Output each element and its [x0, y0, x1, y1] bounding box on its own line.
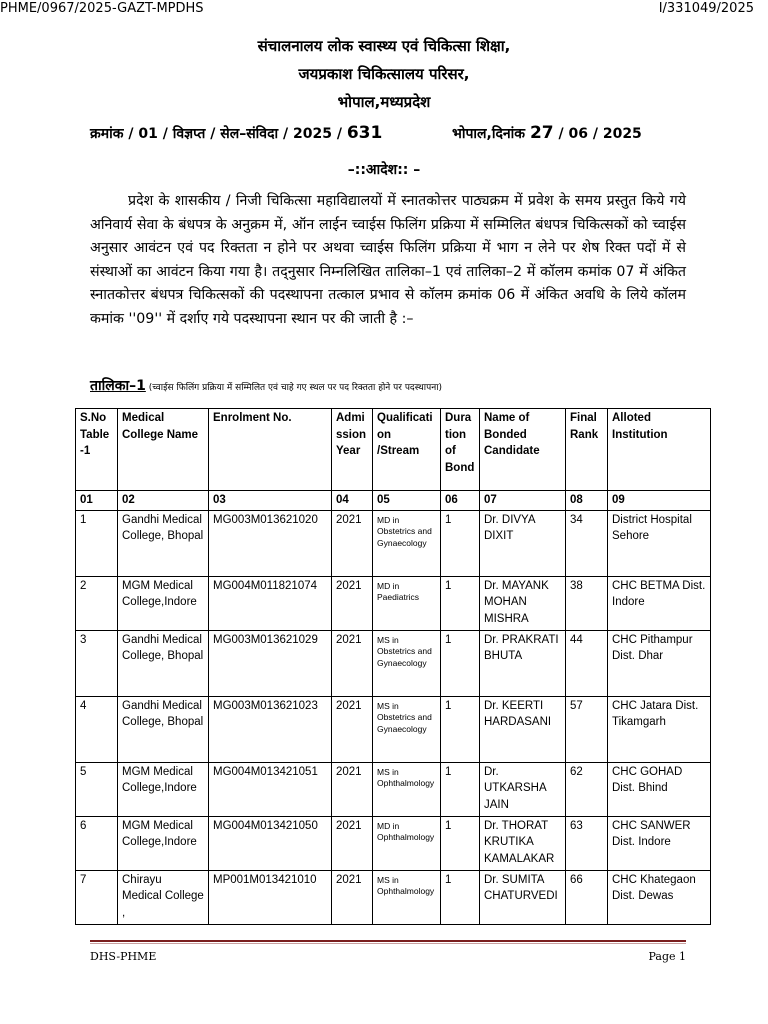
allotment-table	[75, 408, 711, 925]
cell-year: 2021	[332, 576, 373, 630]
table-caption	[90, 376, 710, 395]
cell-qualification: MD in Paediatrics	[373, 576, 441, 630]
reference-prefix: क्रमांक / 01 / विज्ञप्त / सेल–संविदा / 2025 /	[90, 126, 347, 142]
cell-rank: 62	[566, 762, 608, 816]
col-header-duration: Duration of Bond	[441, 409, 480, 491]
table-header-row	[76, 409, 711, 491]
cell-sno: 7	[76, 870, 118, 924]
order-paragraph: प्रदेश के शासकीय / निजी चिकित्सा महाविद्यालयों में स्नातकोत्तर पाठ्यक्रम में प्रवेश के समय प्रस्तुत किये गये अनिवार्य सेवा के बंधपत्र के अनुक्रम में, ऑन लाईन च्वाईस फिलिंग प्रक्रिया में सम्मिलित बंधपत्र चिकित्सकों को च्वाईस अनुसार आवंटन एवं पद रिक्तता न होने पर अथवा च्वाईस फिलिंग प्रक्रिया में भाग न लेने पर शेष रिक्त पदों में से संस्थाओं का आवंटन किया गया है। तद्नुसार निम्नलिखित तालिका–1 एवं तालिका–2 में कॉलम कमांक 07 में अंकित स्नातकोत्तर बंधपत्र चिकित्सकों की पदस्थापना तत्काल प्रभाव से कॉलम क्रमांक 06 में अंकित अवधि के लिये कॉलम कमांक ''09'' में दर्शाए गये पदस्थापना स्थान पर की जाती है :–	[90, 193, 686, 327]
cell-college: Gandhi Medical College, Bhopal	[118, 510, 209, 576]
cell-candidate: Dr. SUMITA CHATURVEDI	[480, 870, 566, 924]
table-row	[76, 870, 711, 924]
cell-enrolment: MG003M013621020	[209, 510, 332, 576]
table-row	[76, 630, 711, 696]
cell-duration: 1	[441, 762, 480, 816]
cell-institution: CHC Jatara Dist. Tikamgarh	[608, 696, 711, 762]
cell-candidate: Dr. THORAT KRUTIKA KAMALAKAR	[480, 816, 566, 870]
cell-college: Gandhi Medical College, Bhopal	[118, 696, 209, 762]
cell-duration: 1	[441, 870, 480, 924]
cell-institution: CHC SANWER Dist. Indore	[608, 816, 711, 870]
cell-college: MGM Medical College,Indore	[118, 762, 209, 816]
cell-year: 2021	[332, 762, 373, 816]
cell-qualification: MS in Ophthalmology	[373, 870, 441, 924]
reference-number: 631	[346, 123, 383, 143]
footer-department: DHS-PHME	[90, 950, 157, 963]
cell-candidate: Dr. DIVYA DIXIT	[480, 510, 566, 576]
table-label: तालिका–1	[90, 378, 146, 394]
cell-year: 2021	[332, 510, 373, 576]
table-row	[76, 816, 711, 870]
page-footer	[90, 950, 686, 966]
cell-sno: 4	[76, 696, 118, 762]
cell-sno: 1	[76, 510, 118, 576]
col-header-institution: Alloted Institution	[608, 409, 711, 491]
cell-rank: 34	[566, 510, 608, 576]
cell-duration: 1	[441, 630, 480, 696]
document-id-bar	[0, 0, 768, 18]
cell-institution: CHC Khategaon Dist. Dewas	[608, 870, 711, 924]
cell-enrolment: MG003M013621029	[209, 630, 332, 696]
cell-institution: CHC Pithampur Dist. Dhar	[608, 630, 711, 696]
col-number: 06	[441, 491, 480, 511]
table-note: (च्वाईस फिलिंग प्रक्रिया में सम्मिलित एवं चाहे गए स्थल पर पद रिक्तता होने पर पदस्थापना)	[145, 383, 443, 393]
cell-college: Chirayu Medical College ,	[118, 870, 209, 924]
col-header-college: Medical College Name	[118, 409, 209, 491]
col-header-year: Admission Year	[332, 409, 373, 491]
header-line-1: संचालनालय लोक स्वास्थ्य एवं चिकित्सा शिक्षा,	[257, 37, 511, 55]
cell-qualification: MD in Obstetrics and Gynaecology	[373, 510, 441, 576]
cell-rank: 66	[566, 870, 608, 924]
date-prefix: भोपाल,दिनांक	[452, 126, 530, 142]
col-number: 01	[76, 491, 118, 511]
inward-number: I/331049/2025	[658, 1, 754, 16]
table-row	[76, 576, 711, 630]
cell-college: MGM Medical College,Indore	[118, 576, 209, 630]
cell-qualification: MS in Obstetrics and Gynaecology	[373, 696, 441, 762]
cell-college: MGM Medical College,Indore	[118, 816, 209, 870]
cell-candidate: Dr. KEERTI HARDASANI	[480, 696, 566, 762]
cell-enrolment: MG003M013621023	[209, 696, 332, 762]
cell-candidate: Dr. PRAKRATI BHUTA	[480, 630, 566, 696]
cell-year: 2021	[332, 696, 373, 762]
header-line-2: जयप्रकाश चिकित्सालय परिसर,	[298, 65, 470, 83]
cell-duration: 1	[441, 510, 480, 576]
order-title: –::आदेश:: –	[347, 162, 421, 178]
col-number: 09	[608, 491, 711, 511]
cell-enrolment: MP001M013421010	[209, 870, 332, 924]
reference-date	[452, 123, 642, 143]
column-number-row	[76, 491, 711, 511]
date-rest: / 06 / 2025	[553, 126, 642, 142]
cell-duration: 1	[441, 816, 480, 870]
col-number: 05	[373, 491, 441, 511]
cell-qualification: MD in Ophthalmology	[373, 816, 441, 870]
table-row	[76, 696, 711, 762]
cell-enrolment: MG004M013421051	[209, 762, 332, 816]
col-header-sno: S.No Table -1	[76, 409, 118, 491]
header-line-3: भोपाल,मध्यप्रदेश	[337, 93, 431, 111]
col-number: 02	[118, 491, 209, 511]
cell-year: 2021	[332, 870, 373, 924]
date-day: 27	[529, 123, 554, 143]
file-reference: PHME/0967/2025-GAZT-MPDHS	[0, 1, 204, 16]
col-number: 08	[566, 491, 608, 511]
col-number: 04	[332, 491, 373, 511]
col-header-qualification: Qualification /Stream	[373, 409, 441, 491]
footer-rule	[90, 940, 686, 942]
cell-year: 2021	[332, 630, 373, 696]
cell-institution: District Hospital Sehore	[608, 510, 711, 576]
col-number: 07	[480, 491, 566, 511]
cell-qualification: MS in Obstetrics and Gynaecology	[373, 630, 441, 696]
footer-rule-shadow	[90, 943, 686, 944]
cell-sno: 2	[76, 576, 118, 630]
col-number: 03	[209, 491, 332, 511]
cell-sno: 6	[76, 816, 118, 870]
cell-duration: 1	[441, 696, 480, 762]
cell-enrolment: MG004M013421050	[209, 816, 332, 870]
page-number: Page 1	[648, 950, 686, 963]
cell-rank: 44	[566, 630, 608, 696]
col-header-enrolment: Enrolment No.	[209, 409, 332, 491]
col-header-rank: Final Rank	[566, 409, 608, 491]
table-row	[76, 762, 711, 816]
cell-rank: 57	[566, 696, 608, 762]
cell-candidate: Dr. UTKARSHA JAIN	[480, 762, 566, 816]
cell-rank: 38	[566, 576, 608, 630]
reference-line	[90, 123, 690, 147]
cell-candidate: Dr. MAYANK MOHAN MISHRA	[480, 576, 566, 630]
cell-qualification: MS in Ophthalmology	[373, 762, 441, 816]
cell-enrolment: MG004M011821074	[209, 576, 332, 630]
cell-sno: 5	[76, 762, 118, 816]
cell-institution: CHC BETMA Dist. Indore	[608, 576, 711, 630]
cell-duration: 1	[441, 576, 480, 630]
cell-sno: 3	[76, 630, 118, 696]
cell-institution: CHC GOHAD Dist. Bhind	[608, 762, 711, 816]
col-header-candidate: Name of Bonded Candidate	[480, 409, 566, 491]
cell-college: Gandhi Medical College, Bhopal	[118, 630, 209, 696]
cell-rank: 63	[566, 816, 608, 870]
table-row	[76, 510, 711, 576]
cell-year: 2021	[332, 816, 373, 870]
